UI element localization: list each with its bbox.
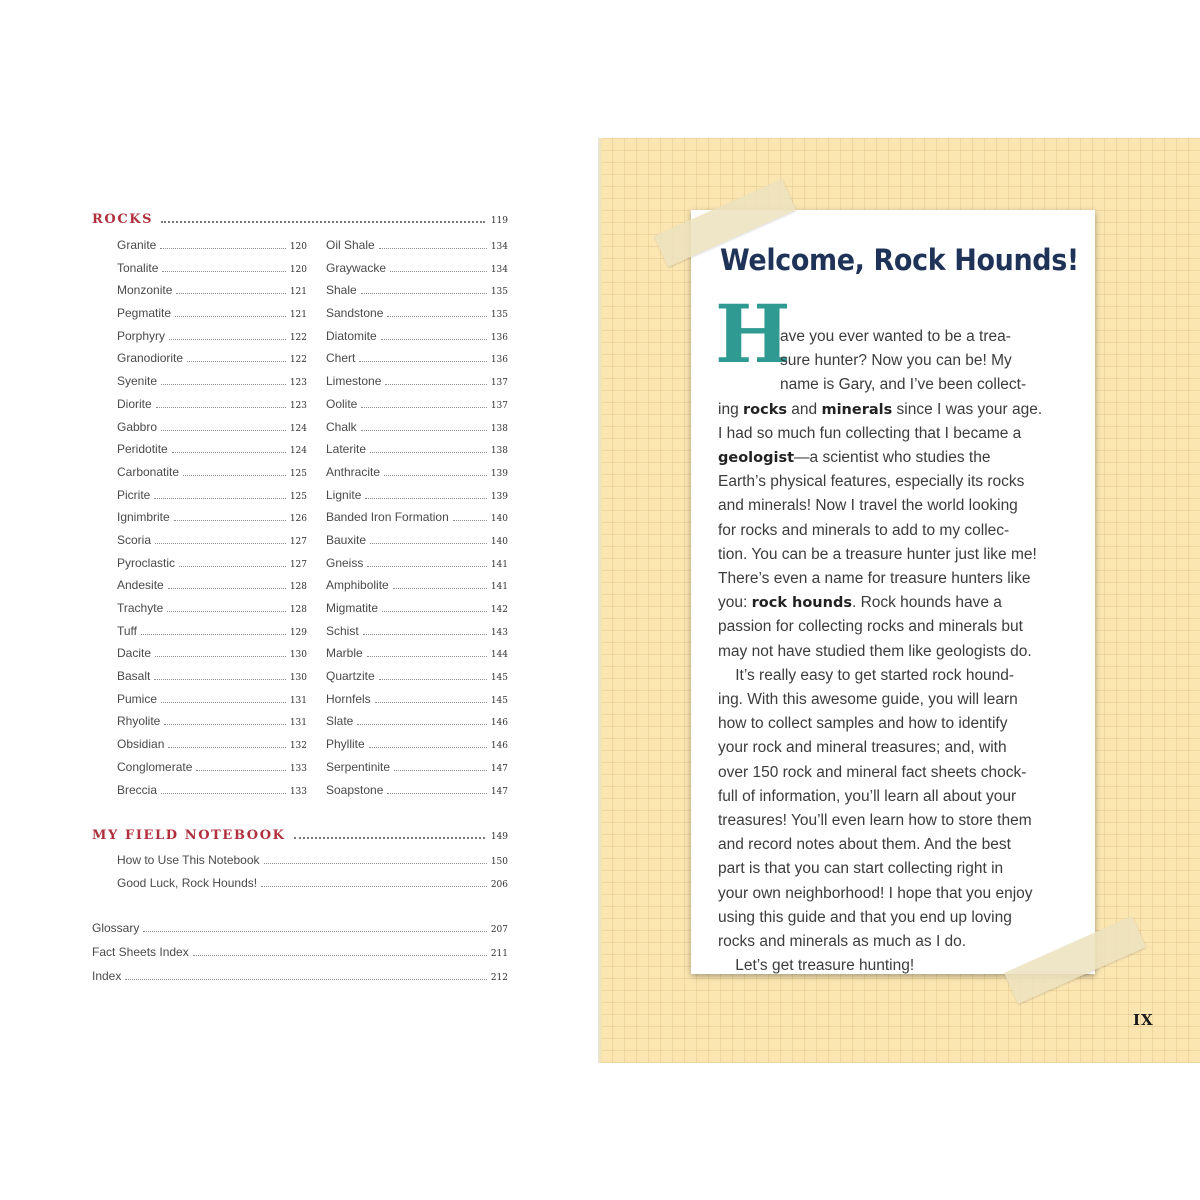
body-text: and minerals! Now I travel the world looking [718, 497, 1018, 515]
leader-dots [361, 430, 487, 431]
toc-entry[interactable] [92, 969, 508, 993]
toc-entry[interactable] [117, 714, 307, 737]
leader-dots [365, 498, 486, 499]
body-line [718, 449, 990, 467]
body-text: you: [718, 594, 752, 612]
bold-term: rock hounds [751, 595, 852, 612]
toc-entry[interactable] [117, 420, 307, 443]
leader-dots [143, 931, 486, 932]
toc-entry-page: 145 [490, 695, 508, 706]
body-text: treasures! You’ll even learn how to store them [718, 812, 1032, 829]
leader-dots [367, 566, 486, 567]
leader-dots [125, 979, 486, 980]
toc-entry-page: 121 [289, 310, 307, 321]
toc-entry-name: Laterite [326, 442, 367, 457]
toc-entry-page: 126 [289, 514, 307, 525]
leader-dots [162, 271, 285, 272]
body-text: your rock and mineral treasures; and, with [718, 739, 1007, 757]
body-text: and record notes about them. And the best [718, 836, 1011, 854]
leader-dots [367, 656, 487, 657]
toc-entry[interactable] [326, 420, 508, 443]
toc-entry-page: 206 [490, 879, 508, 890]
toc-entry-page: 124 [289, 446, 307, 457]
leader-dots [394, 770, 487, 771]
toc-entry-page: 122 [289, 355, 307, 366]
body-text: Let’s get treasure hunting! [718, 957, 915, 975]
body-text: since I was your age. [892, 400, 1043, 418]
leader-dots [381, 339, 487, 340]
toc-entry-name: Lignite [326, 487, 362, 502]
body-text: ing. With this awesome guide, you will learn [718, 691, 1018, 708]
leader-dots [193, 955, 487, 956]
toc-entry[interactable] [92, 945, 508, 969]
toc-entry-page: 129 [289, 627, 307, 638]
toc-page-number: 149 [490, 832, 508, 842]
leader-dots [174, 520, 286, 521]
toc-entry-page: 131 [289, 718, 307, 729]
toc-back-matter [92, 921, 508, 993]
toc-entry-page: 207 [490, 925, 508, 935]
toc-entry[interactable] [117, 261, 307, 284]
body-text: ave you ever wanted to be a trea- [780, 328, 1011, 345]
toc-entry-name: Anthracite [326, 464, 381, 479]
toc-entry-page: 137 [490, 378, 508, 389]
drop-cap: H [715, 287, 791, 381]
body-text: name is Gary, and I’ve been collect- [780, 376, 1027, 394]
toc-entry[interactable] [117, 442, 307, 465]
toc-entry-name: Migmatite [326, 601, 379, 615]
body-text: full of information, you’ll learn all about your [718, 787, 1017, 805]
body-text: —a scientist who studies the [794, 449, 991, 466]
toc-entry[interactable] [117, 692, 307, 715]
body-line [718, 497, 1018, 515]
leader-dots [196, 770, 285, 771]
toc-entry-page: 141 [490, 559, 508, 570]
body-line [718, 570, 1030, 588]
toc-entry-name: Diorite [117, 396, 152, 411]
toc-entry-page: 140 [490, 536, 508, 547]
body-line [780, 328, 1011, 346]
toc-entry[interactable] [326, 283, 508, 306]
leader-dots [161, 430, 286, 431]
leader-dots [167, 611, 286, 612]
toc-entry[interactable] [117, 351, 307, 374]
leader-dots [393, 588, 487, 589]
leader-dots [160, 248, 285, 249]
toc-entry-name: Marble [326, 646, 363, 661]
toc-entry-name: Glossary [92, 921, 140, 935]
toc-entry[interactable] [326, 533, 508, 556]
body-text: . Rock hounds have a [851, 594, 1002, 612]
leader-dots [359, 361, 486, 362]
toc-entry[interactable] [326, 624, 508, 647]
toc-entry-name: Oolite [326, 396, 358, 411]
toc-entry-page: 146 [490, 741, 508, 752]
toc-entry-page: 144 [490, 650, 508, 661]
leader-dots [261, 886, 487, 887]
toc-entry-name: Chalk [326, 419, 357, 434]
toc-entry-page: 133 [289, 786, 307, 797]
body-text: for rocks and minerals to add to my collec- [718, 521, 1010, 539]
body-line [718, 546, 1037, 564]
toc-entry-page: 130 [289, 673, 307, 684]
toc-entry[interactable] [117, 876, 508, 899]
toc-entry[interactable] [326, 692, 508, 715]
toc-entry[interactable] [117, 783, 307, 806]
toc-entry[interactable] [117, 556, 307, 579]
toc-entry-page: 123 [289, 400, 307, 411]
leader-dots [387, 793, 486, 794]
toc-entry-name: Pumice [117, 691, 158, 706]
body-line [780, 352, 1012, 370]
body-line [718, 812, 1032, 830]
toc-entry[interactable] [326, 760, 508, 783]
leader-dots [361, 407, 486, 408]
toc-entry[interactable] [326, 374, 508, 397]
toc-entry-name: Scoria [117, 532, 152, 547]
toc-entry[interactable] [326, 578, 508, 601]
toc-section-title: ROCKS [92, 212, 154, 227]
toc-entry[interactable] [326, 397, 508, 420]
body-line [718, 401, 1042, 419]
toc-entry-name: Porphyry [117, 328, 166, 343]
body-line [718, 909, 1012, 927]
leader-dots [176, 293, 285, 294]
toc-entry-name: Banded Iron Formation [326, 510, 449, 525]
toc-entry[interactable] [326, 510, 508, 533]
leader-dots [187, 361, 286, 362]
body-line [718, 667, 1014, 685]
toc-entry[interactable] [117, 488, 307, 511]
bold-term: geologist [718, 450, 795, 466]
leader-dots [172, 452, 286, 453]
body-line [718, 691, 1018, 709]
body-text: sure hunter? Now you can be! My [780, 352, 1012, 370]
body-line [718, 933, 966, 951]
toc-entry[interactable] [92, 921, 508, 945]
leader-dots [375, 702, 487, 703]
toc-entry[interactable] [117, 306, 307, 329]
toc-entry[interactable] [117, 510, 307, 533]
body-line [718, 885, 1033, 903]
toc-entry-page: 120 [289, 242, 307, 252]
body-text: tion. You can be a treasure hunter just like me! [718, 545, 1037, 563]
body-line [718, 425, 1021, 443]
toc-entry-name: Schist [326, 623, 359, 638]
toc-entry-name: Breccia [117, 782, 158, 797]
toc-section-title: MY FIELD NOTEBOOK [92, 828, 286, 843]
toc-entry-page: 150 [490, 857, 508, 867]
toc-entry-page: 122 [289, 332, 307, 343]
toc-entry-name: Peridotite [117, 442, 168, 457]
leader-dots [379, 248, 487, 249]
leader-dots [156, 407, 286, 408]
toc-entry-name: Granodiorite [117, 351, 184, 366]
body-text: passion for collecting rocks and minerals but [718, 618, 1023, 636]
toc-entry-page: 134 [490, 242, 508, 252]
toc-entry-page: 133 [289, 763, 307, 774]
leader-dots [382, 611, 487, 612]
toc-entry-page: 128 [289, 582, 307, 593]
toc-entry-page: 138 [490, 446, 508, 457]
toc-entry[interactable] [326, 669, 508, 692]
toc-entry-page: 137 [490, 400, 508, 411]
leader-dots [168, 747, 285, 748]
toc-entry[interactable] [117, 601, 307, 624]
toc-entry[interactable] [117, 374, 307, 397]
body-line [718, 715, 1008, 733]
toc-entry-page: 135 [490, 310, 508, 321]
toc-entry-name: Gabbro [117, 419, 158, 434]
leader-dots [370, 543, 487, 544]
toc-entry[interactable] [326, 465, 508, 488]
toc-entry[interactable] [117, 329, 307, 352]
body-text: It’s really easy to get started rock hound- [718, 666, 1015, 684]
leader-dots [183, 475, 286, 476]
toc-entry-name: Pyroclastic [117, 555, 176, 570]
toc-entry-name: Slate [326, 714, 354, 729]
body-text: your own neighborhood! I hope that you enjoy [718, 884, 1033, 902]
toc-entry-name: Fact Sheets Index [92, 945, 189, 959]
toc-entry[interactable] [117, 578, 307, 601]
toc-entry-name: Sandstone [326, 306, 384, 321]
toc-entry-page: 128 [289, 605, 307, 615]
leader-dots [155, 543, 286, 544]
toc-entry-name: Andesite [117, 578, 164, 593]
toc-entry[interactable] [117, 624, 307, 647]
leader-dots [387, 316, 486, 317]
leader-dots [154, 498, 285, 499]
toc-entry-name: Good Luck, Rock Hounds! [117, 875, 258, 890]
toc-entry-name: Basalt [117, 669, 151, 684]
leader-dots [384, 475, 487, 476]
toc-entry-name: Amphibolite [326, 578, 389, 593]
toc-entry-name: Trachyte [117, 601, 164, 615]
toc-entry[interactable] [326, 442, 508, 465]
body-text: using this guide and that you end up loving [718, 908, 1012, 926]
body-text: ing [718, 400, 743, 418]
toc-entry-page: 123 [289, 378, 307, 389]
toc-entry-name: Phyllite [326, 737, 365, 752]
leader-dots [154, 679, 285, 680]
toc-entry[interactable] [326, 261, 508, 284]
toc-entry-name: Conglomerate [117, 759, 193, 774]
toc-entry-name: Diatomite [326, 328, 377, 343]
toc-entry-page: 134 [490, 264, 508, 275]
toc-entry[interactable] [117, 465, 307, 488]
toc-entry-name: Syenite [117, 374, 158, 389]
toc-entry-name: Limestone [326, 374, 382, 389]
toc-entry-page: 139 [490, 468, 508, 479]
body-line [718, 836, 1011, 854]
toc-entry-page: 141 [490, 582, 508, 593]
toc-entry[interactable] [326, 646, 508, 669]
leader-dots [161, 221, 485, 223]
toc-entry[interactable] [117, 646, 307, 669]
toc-entry-page: 125 [289, 468, 307, 479]
toc-entry[interactable] [117, 737, 307, 760]
leader-dots [175, 316, 286, 317]
leader-dots [161, 793, 286, 794]
toc-entry-name: Serpentinite [326, 759, 391, 774]
toc-entry-name: Obsidian [117, 737, 165, 752]
toc-entry[interactable] [117, 238, 307, 261]
leader-dots [385, 384, 486, 385]
body-line [718, 957, 914, 975]
toc-entry-page: 138 [490, 423, 508, 434]
toc-entry-page: 121 [289, 287, 307, 298]
toc-section-field-notebook[interactable] [92, 828, 508, 850]
body-text: I had so much fun collecting that I became a [718, 424, 1022, 442]
leader-dots [161, 702, 286, 703]
body-text: part is that you can start collecting right in [718, 860, 1004, 878]
toc-entry[interactable] [326, 306, 508, 329]
body-text: and [786, 400, 822, 418]
toc-entry-name: Bauxite [326, 532, 367, 547]
toc-entry-page: 147 [490, 763, 508, 774]
toc-entry[interactable] [326, 601, 508, 624]
toc-entry-name: Rhyolite [117, 714, 161, 729]
toc-entry-page: 143 [490, 627, 508, 638]
bold-term: rocks [743, 401, 787, 418]
toc-entry[interactable] [326, 714, 508, 737]
body-text: rocks and minerals as much as I do. [718, 933, 967, 950]
leader-dots [453, 520, 487, 521]
toc-section-rocks[interactable] [92, 212, 508, 234]
toc-entry-page: 212 [490, 973, 508, 983]
welcome-title: Welcome, Rock Hounds! [720, 243, 1079, 277]
body-line [718, 522, 1009, 540]
toc-page-number: 119 [490, 216, 508, 226]
toc-entry[interactable] [326, 556, 508, 579]
leader-dots [155, 656, 286, 657]
toc-entry[interactable] [117, 669, 307, 692]
page-gutter [598, 138, 602, 1063]
toc-entry[interactable] [326, 351, 508, 374]
leader-dots [357, 724, 486, 725]
toc-entry-name: Hornfels [326, 691, 371, 706]
leader-dots [164, 724, 285, 725]
toc-entry-name: Picrite [117, 487, 151, 502]
body-text: may not have studied them like geologists do. [718, 642, 1032, 660]
toc-entry-name: Oil Shale [326, 238, 375, 252]
leader-dots [161, 384, 286, 385]
leader-dots [370, 452, 487, 453]
body-text: There’s even a name for treasure hunters like [718, 570, 1031, 587]
toc-entry[interactable] [326, 329, 508, 352]
leader-dots [168, 588, 286, 589]
toc-entry-name: Dacite [117, 646, 152, 661]
leader-dots [141, 634, 286, 635]
leader-dots [169, 339, 286, 340]
toc-entry-page: 146 [490, 718, 508, 729]
toc-entry[interactable] [117, 397, 307, 420]
toc-entry-page: 142 [490, 605, 508, 615]
toc-entry[interactable] [117, 283, 307, 306]
toc-entry[interactable] [326, 783, 508, 806]
bold-term: minerals [821, 401, 893, 418]
toc-entry-name: Gneiss [326, 555, 364, 570]
toc-entry-page: 136 [490, 332, 508, 343]
toc-entry-page: 147 [490, 786, 508, 797]
toc-entry-page: 131 [289, 695, 307, 706]
leader-dots [379, 679, 487, 680]
leader-dots [294, 837, 485, 839]
body-text: how to collect samples and how to identify [718, 715, 1008, 733]
body-line [718, 473, 1024, 491]
toc-entry[interactable] [326, 488, 508, 511]
toc-entry-page: 211 [490, 949, 508, 959]
toc-entry[interactable] [117, 760, 307, 783]
leader-dots [264, 863, 487, 864]
body-text: Earth’s physical features, especially its rocks [718, 473, 1025, 491]
toc-entry-page: 130 [289, 650, 307, 661]
toc-entry-page: 127 [289, 559, 307, 570]
toc-entry-name: Soapstone [326, 782, 384, 797]
toc-entry-name: Granite [117, 238, 157, 252]
toc-entry-name: Monzonite [117, 283, 173, 298]
toc-entry-page: 136 [490, 355, 508, 366]
leader-dots [363, 634, 487, 635]
toc-entry-page: 132 [289, 741, 307, 752]
leader-dots [179, 566, 286, 567]
toc-entry-name: Chert [326, 351, 356, 366]
toc-entry-name: Tuff [117, 623, 138, 638]
toc-entry-page: 139 [490, 491, 508, 502]
body-line [718, 788, 1016, 806]
leader-dots [390, 271, 487, 272]
toc-entry-name: Index [92, 969, 122, 983]
toc-entry-page: 127 [289, 536, 307, 547]
toc-entry-page: 120 [289, 264, 307, 275]
body-line [718, 618, 1023, 636]
toc-rocks-column-2 [326, 238, 508, 805]
body-text: over 150 rock and mineral fact sheets chock- [718, 763, 1027, 781]
toc-entry-name: Ignimbrite [117, 510, 170, 525]
body-line [718, 594, 1002, 612]
toc-notebook-entries [117, 853, 508, 898]
toc-entry-page: 140 [490, 514, 508, 525]
toc-entry-name: Graywacke [326, 260, 387, 275]
leader-dots [369, 747, 487, 748]
body-line [780, 376, 1026, 394]
toc-entry-page: 135 [490, 287, 508, 298]
body-line [718, 643, 1032, 661]
body-line [718, 764, 1026, 782]
toc-entry-page: 124 [289, 423, 307, 434]
toc-entry-page: 145 [490, 673, 508, 684]
toc-entry-name: Tonalite [117, 260, 159, 275]
toc-entry-page: 125 [289, 491, 307, 502]
body-line [718, 739, 1007, 757]
toc-entry-name: Carbonatite [117, 464, 180, 479]
toc-entry-name: How to Use This Notebook [117, 853, 260, 867]
toc-entry-name: Quartzite [326, 669, 375, 684]
toc-rocks-column-1 [117, 238, 307, 805]
toc-entry[interactable] [326, 737, 508, 760]
leader-dots [361, 293, 487, 294]
page-number: IX [1133, 1011, 1154, 1029]
toc-entry[interactable] [117, 853, 508, 876]
toc-entry[interactable] [117, 533, 307, 556]
toc-entry[interactable] [326, 238, 508, 261]
toc-entry-name: Pegmatite [117, 306, 172, 321]
toc-entry-name: Shale [326, 283, 357, 298]
body-line [718, 860, 1003, 878]
